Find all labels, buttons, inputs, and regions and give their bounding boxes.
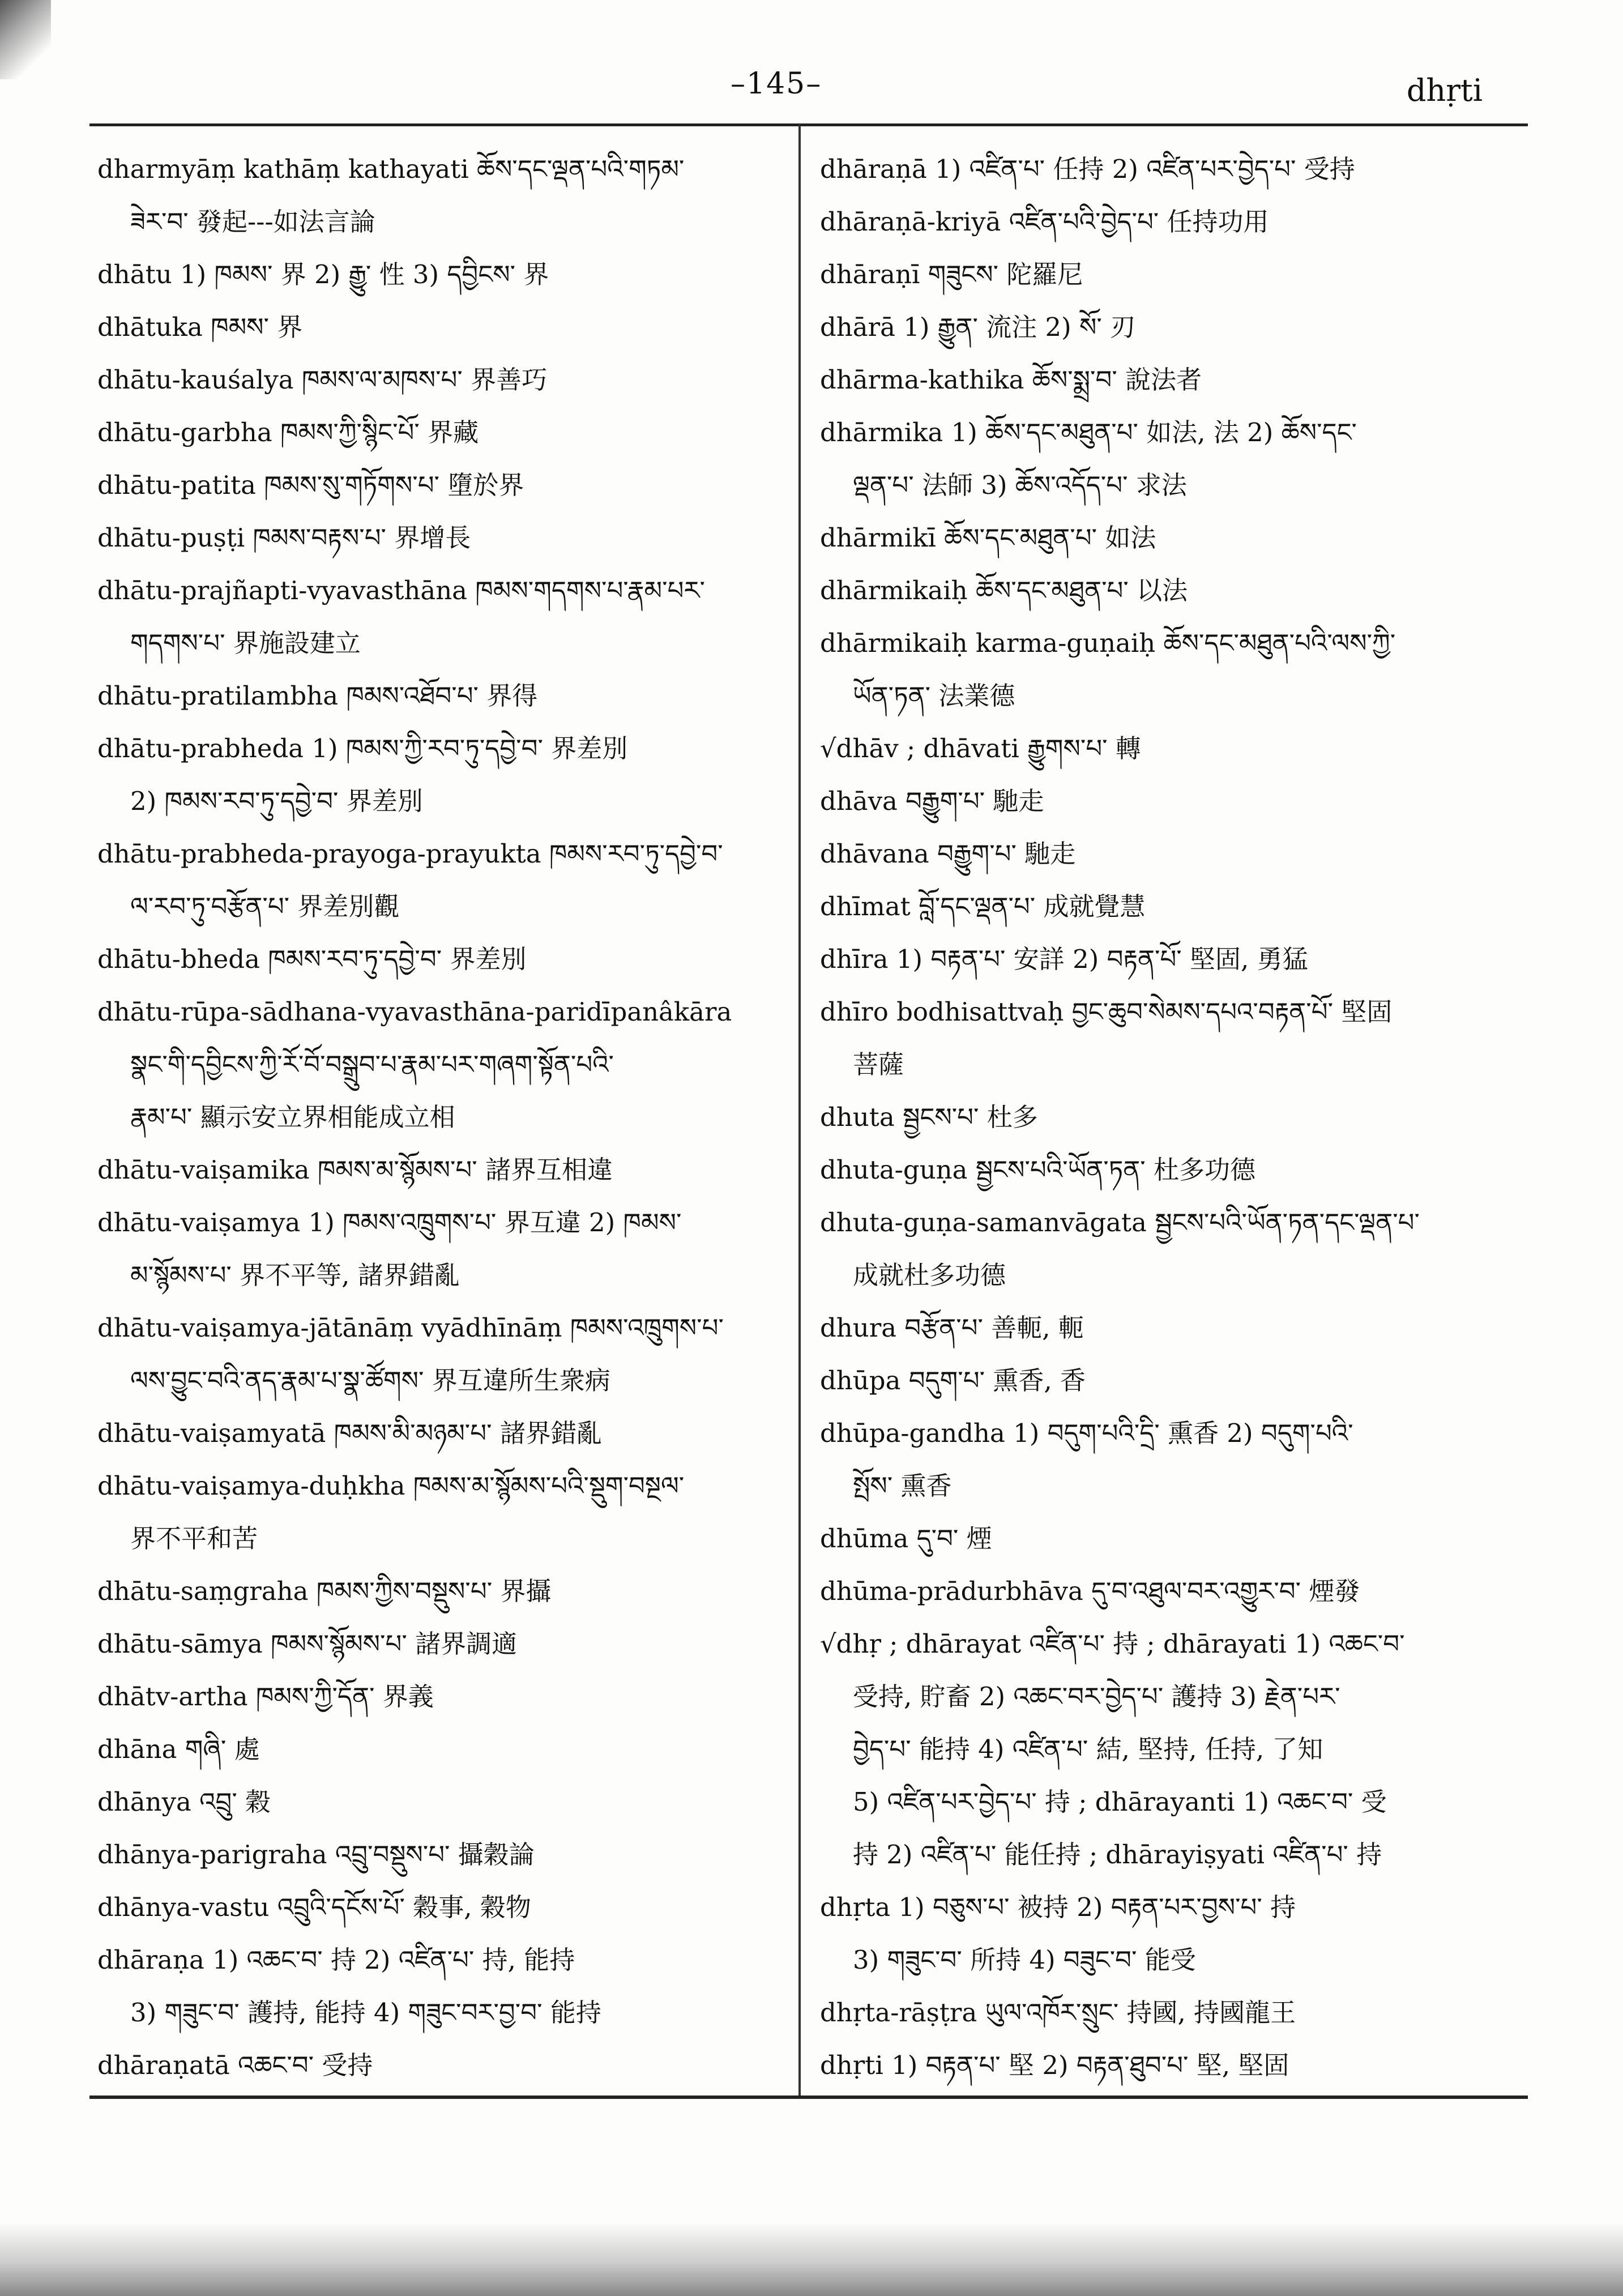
dictionary-entry — [97, 985, 785, 1143]
entry-line: dhātu-sāmya ཁམས་སྙོམས་པ་ 諸界調適 — [97, 1629, 518, 1659]
dictionary-entry — [97, 1143, 785, 1196]
entry-line: dhātu-pratilambha ཁམས་འཐོབ་པ་ 界得 — [97, 681, 538, 711]
dictionary-entry — [820, 880, 1508, 933]
entry-line: dhāraṇatā འཆང་བ་ 受持 — [97, 2050, 373, 2080]
header-rule — [89, 123, 1528, 126]
entry-line: dhṛta 1) བཅུས་པ་ 被持 2) བརྟན་པར་བྱས་པ་ 持 — [820, 1892, 1296, 1922]
entry-line: dhātu-kauśalya ཁམས་ལ་མཁས་པ་ 界善巧 — [97, 365, 548, 395]
running-head: dhṛti — [1406, 72, 1483, 108]
entry-continuation-line: 持 2) འཛིན་པ་ 能任持 ; dhārayiṣyati འཛིན་པ་ 持 — [853, 1840, 1382, 1870]
dictionary-entry — [97, 1565, 785, 1618]
entry-line: dhātu-vaiṣamya-jātānāṃ vyādhīnāṃ ཁམས་འཁྲུགས་པ་ — [97, 1313, 724, 1343]
entry-line: dhārmikaiḥ karma-guṇaiḥ ཆོས་དང་མཐུན་པའི་ལས་ཀྱི་ — [820, 628, 1396, 658]
entry-line: dhānya-parigraha འབྲུ་བསྡུས་པ་ 攝穀論 — [97, 1840, 535, 1870]
dictionary-entry — [820, 353, 1508, 406]
entry-continuation-line: ལས་བྱུང་བའི་ནད་རྣམ་པ་སྣ་ཚོགས་ 界互違所生衆病 — [130, 1365, 610, 1395]
entry-line: dhātu-vaiṣamika ཁམས་མ་སྙོམས་པ་ 諸界互相違 — [97, 1155, 613, 1185]
dictionary-entry — [97, 353, 785, 406]
entry-line: dhātu 1) ཁམས་ 界 2) རྒྱུ་ 性 3) དབྱིངས་ 界 — [97, 259, 549, 289]
dictionary-entry — [97, 143, 785, 248]
scan-corner-shadow — [0, 0, 51, 79]
dictionary-entry — [820, 933, 1508, 985]
dictionary-entry — [97, 406, 785, 459]
dictionary-entry — [820, 827, 1508, 880]
entry-line: dhārmikaiḥ ཆོས་དང་མཐུན་པ་ 以法 — [820, 575, 1188, 605]
entry-line: dhuta-guṇa སྦྱངས་པའི་ཡོན་ཏན་ 杜多功德 — [820, 1155, 1256, 1185]
scan-bottom-shadow — [0, 2222, 1623, 2296]
entry-line: dhātu-prabheda 1) ཁམས་ཀྱི་རབ་ཏུ་དབྱེ་བ་ 界差別 — [97, 733, 628, 763]
dictionary-entry — [97, 511, 785, 564]
dictionary-entry — [820, 2039, 1508, 2092]
dictionary-entry — [820, 1407, 1508, 1512]
entry-line: dhānya-vastu འབྲུའི་དངོས་པོ་ 穀事, 穀物 — [97, 1892, 531, 1922]
entry-continuation-line: ལྡན་པ་ 法師 3) ཆོས་འདོད་པ་ 求法 — [853, 470, 1187, 500]
entry-line: dharmyāṃ kathāṃ kathayati ཆོས་དང་ལྡན་པའི་གཏམ་ — [97, 154, 685, 184]
entry-line: dhuta སྦྱངས་པ་ 杜多 — [820, 1102, 1038, 1132]
entry-line: dhārmika 1) ཆོས་དང་མཐུན་པ་ 如法, 法 2) ཆོས་དང་ — [820, 417, 1357, 447]
entry-line: dhātu-rūpa-sādhana-vyavasthāna-paridīpanâkāra — [97, 997, 732, 1027]
column-divider — [798, 125, 801, 2098]
entry-line: dhātu-prajñapti-vyavasthāna ཁམས་གདགས་པ་རྣམ་པར་ — [97, 575, 705, 605]
entry-line: dhātu-garbha ཁམས་ཀྱི་སྙིང་པོ་ 界藏 — [97, 417, 479, 447]
entry-continuation-line: རྣམ་པ་ 顯示安立界相能成立相 — [130, 1102, 455, 1132]
dictionary-entry — [97, 933, 785, 985]
dictionary-entry — [820, 722, 1508, 775]
dictionary-entry — [820, 1986, 1508, 2039]
dictionary-entry — [820, 985, 1508, 1091]
entry-continuation-line: 2) ཁམས་རབ་ཏུ་དབྱེ་བ་ 界差別 — [130, 786, 423, 816]
entry-continuation-line: ཡོན་ཏན་ 法業德 — [853, 681, 1015, 711]
dictionary-entry — [820, 775, 1508, 827]
entry-line: dhānya འབྲུ་ 穀 — [97, 1787, 271, 1817]
dictionary-entry — [97, 2039, 785, 2092]
dictionary-entry — [97, 1459, 785, 1565]
dictionary-entry — [820, 1091, 1508, 1143]
entry-line: dhāvana བརྒྱུག་པ་ 馳走 — [820, 839, 1076, 869]
entry-line: dhuta-guṇa-samanvāgata སྦྱངས་པའི་ཡོན་ཏན་དང་ལྡན་པ་ — [820, 1207, 1420, 1237]
entry-line: dhūpa བདུག་པ་ 熏香, 香 — [820, 1365, 1086, 1395]
entry-line: dhṛta-rāṣṭra ཡུལ་འཁོར་སྲུང་ 持國, 持國龍王 — [820, 1998, 1296, 2028]
entry-line: dhūma-prādurbhāva དུ་བ་འཐུལ་བར་འགྱུར་བ་ 煙發 — [820, 1576, 1360, 1606]
entry-line: dhārmikī ཆོས་དང་མཐུན་པ་ 如法 — [820, 523, 1156, 553]
entry-line: dhāraṇī གཟུངས་ 陀羅尼 — [820, 259, 1083, 289]
right-column — [820, 143, 1508, 2092]
entry-continuation-line: 5) འཛིན་པར་བྱེད་པ་ 持 ; dhārayanti 1) འཆང་བ་ 受 — [853, 1787, 1387, 1817]
entry-line: dhārma-kathika ཆོས་སྨྲ་བ་ 說法者 — [820, 365, 1202, 395]
dictionary-entry — [97, 301, 785, 353]
dictionary-entry — [97, 248, 785, 301]
dictionary-entry — [97, 1196, 785, 1301]
dictionary-entry — [820, 143, 1508, 195]
dictionary-entry — [97, 1828, 785, 1881]
entry-line: dhīro bodhisattvaḥ བྱང་ཆུབ་སེམས་དཔའ་བརྟན་པོ་ 堅固 — [820, 997, 1393, 1027]
entry-line: dhīmat བློ་དང་ལྡན་པ་ 成就覺慧 — [820, 891, 1146, 921]
page-number: –145– — [731, 67, 822, 101]
dictionary-entry — [820, 1881, 1508, 1986]
dictionary-entry — [820, 195, 1508, 248]
footer-rule — [89, 2096, 1528, 2099]
dictionary-entry — [820, 1301, 1508, 1354]
dictionary-entry — [820, 1196, 1508, 1301]
entry-line: dhātu-vaiṣamyatā ཁམས་མི་མཉམ་པ་ 諸界錯亂 — [97, 1418, 602, 1448]
dictionary-entry — [820, 564, 1508, 617]
dictionary-entry — [97, 1723, 785, 1776]
entry-line: dhura བརྩོན་པ་ 善軛, 軛 — [820, 1313, 1084, 1343]
dictionary-entry — [97, 1776, 785, 1828]
dictionary-entry — [820, 1512, 1508, 1565]
entry-line: dhātu-saṃgraha ཁམས་ཀྱིས་བསྡུས་པ་ 界攝 — [97, 1576, 552, 1606]
entry-continuation-line: 菩薩 — [853, 1049, 904, 1079]
entry-line: dhātu-vaiṣamya-duḥkha ཁམས་མ་སྙོམས་པའི་སྡུག་བསྔལ་ — [97, 1471, 685, 1501]
dictionary-entry — [820, 406, 1508, 511]
dictionary-entry — [97, 1301, 785, 1407]
entry-line: √dhāv ; dhāvati རྒྱུགས་པ་ 轉 — [820, 733, 1141, 763]
dictionary-entry — [97, 669, 785, 722]
entry-continuation-line: སྤོས་ 熏香 — [853, 1471, 952, 1501]
dictionary-entry — [97, 459, 785, 511]
dictionary-entry — [820, 1565, 1508, 1618]
entry-line: dhāna གཞི་ 處 — [97, 1734, 260, 1764]
entry-line: dhāva བརྒྱུག་པ་ 馳走 — [820, 786, 1044, 816]
entry-line: dhāraṇa 1) འཆང་བ་ 持 2) འཛིན་པ་ 持, 能持 — [97, 1945, 575, 1975]
entry-line: dhātv-artha ཁམས་ཀྱི་དོན་ 界義 — [97, 1682, 434, 1712]
dictionary-entry — [97, 1407, 785, 1459]
dictionary-entry — [97, 1881, 785, 1934]
entry-continuation-line: བྱེད་པ་ 能持 4) འཛིན་པ་ 結, 堅持, 任持, 了知 — [853, 1734, 1323, 1764]
entry-line: dhāraṇā 1) འཛིན་པ་ 任持 2) འཛིན་པར་བྱེད་པ་ 受持 — [820, 154, 1355, 184]
entry-continuation-line: གདགས་པ་ 界施設建立 — [130, 628, 361, 658]
dictionary-entry — [97, 722, 785, 827]
entry-continuation-line: སྣང་གི་དབྱིངས་ཀྱི་རོ་བོ་བསྒྲུབ་པ་རྣམ་པར་གཞག་སྟོན་པའི་ — [130, 1049, 614, 1079]
entry-line: dhātu-bheda ཁམས་རབ་ཏུ་དབྱེ་བ་ 界差別 — [97, 944, 527, 974]
entry-continuation-line: ལ་རབ་ཏུ་བརྩོན་པ་ 界差別觀 — [130, 891, 400, 921]
entry-continuation-line: 受持, 貯畜 2) འཆང་བར་བྱེད་པ་ 護持 3) རྗེན་པར་ — [853, 1682, 1340, 1712]
dictionary-entry — [97, 827, 785, 933]
entry-continuation-line: 3) གཟུང་བ་ 護持, 能持 4) གཟུང་བར་བྱ་བ་ 能持 — [130, 1998, 601, 2028]
dictionary-entry — [97, 1934, 785, 2039]
entry-line: dhāraṇā-kriyā འཛིན་པའི་བྱེད་པ་ 任持功用 — [820, 207, 1269, 237]
dictionary-entry — [820, 248, 1508, 301]
dictionary-entry — [820, 511, 1508, 564]
dictionary-entry — [97, 1618, 785, 1670]
dictionary-entry — [820, 301, 1508, 353]
entry-line: √dhṛ ; dhārayat འཛིན་པ་ 持 ; dhārayati 1) འཆང་བ་ — [820, 1629, 1405, 1659]
dictionary-entry — [97, 1670, 785, 1723]
entry-line: dhūma དུ་བ་ 煙 — [820, 1523, 992, 1554]
entry-continuation-line: 成就杜多功德 — [853, 1260, 1006, 1290]
entry-line: dhīra 1) བརྟན་པ་ 安詳 2) བརྟན་པོ་ 堅固, 勇猛 — [820, 944, 1308, 974]
dictionary-entry — [820, 617, 1508, 722]
left-column — [97, 143, 785, 2092]
entry-line: dhātu-prabheda-prayoga-prayukta ཁམས་རབ་ཏུ་དབྱེ་བ་ — [97, 839, 723, 869]
dictionary-entry — [820, 1618, 1508, 1881]
dictionary-entry — [820, 1354, 1508, 1407]
entry-line: dhātu-patita ཁམས་སུ་གཏོགས་པ་ 墮於界 — [97, 470, 524, 500]
entry-line: dhṛti 1) བརྟན་པ་ 堅 2) བརྟན་ཐུབ་པ་ 堅, 堅固 — [820, 2050, 1289, 2080]
entry-continuation-line: མ་སྙོམས་པ་ 界不平等, 諸界錯亂 — [130, 1260, 460, 1290]
dictionary-entry — [820, 1143, 1508, 1196]
entry-line: dhātuka ཁམས་ 界 — [97, 312, 303, 342]
entry-continuation-line: ཟེར་བ་ 發起---如法言論 — [130, 207, 375, 237]
entry-line: dhārā 1) རྒྱུན་ 流注 2) སོ་ 刃 — [820, 312, 1136, 342]
entry-line: dhātu-puṣṭi ཁམས་བརྟས་པ་ 界增長 — [97, 523, 471, 553]
dictionary-entry — [97, 564, 785, 669]
entry-line: dhūpa-gandha 1) བདུག་པའི་དྲི་ 熏香 2) བདུག་པའི་ — [820, 1418, 1353, 1448]
entry-continuation-line: 3) གཟུང་བ་ 所持 4) བཟུང་བ་ 能受 — [853, 1945, 1196, 1975]
entry-line: dhātu-vaiṣamya 1) ཁམས་འཁྲུགས་པ་ 界互違 2) ཁམས་ — [97, 1207, 682, 1237]
entry-continuation-line: 界不平和苦 — [130, 1523, 258, 1554]
